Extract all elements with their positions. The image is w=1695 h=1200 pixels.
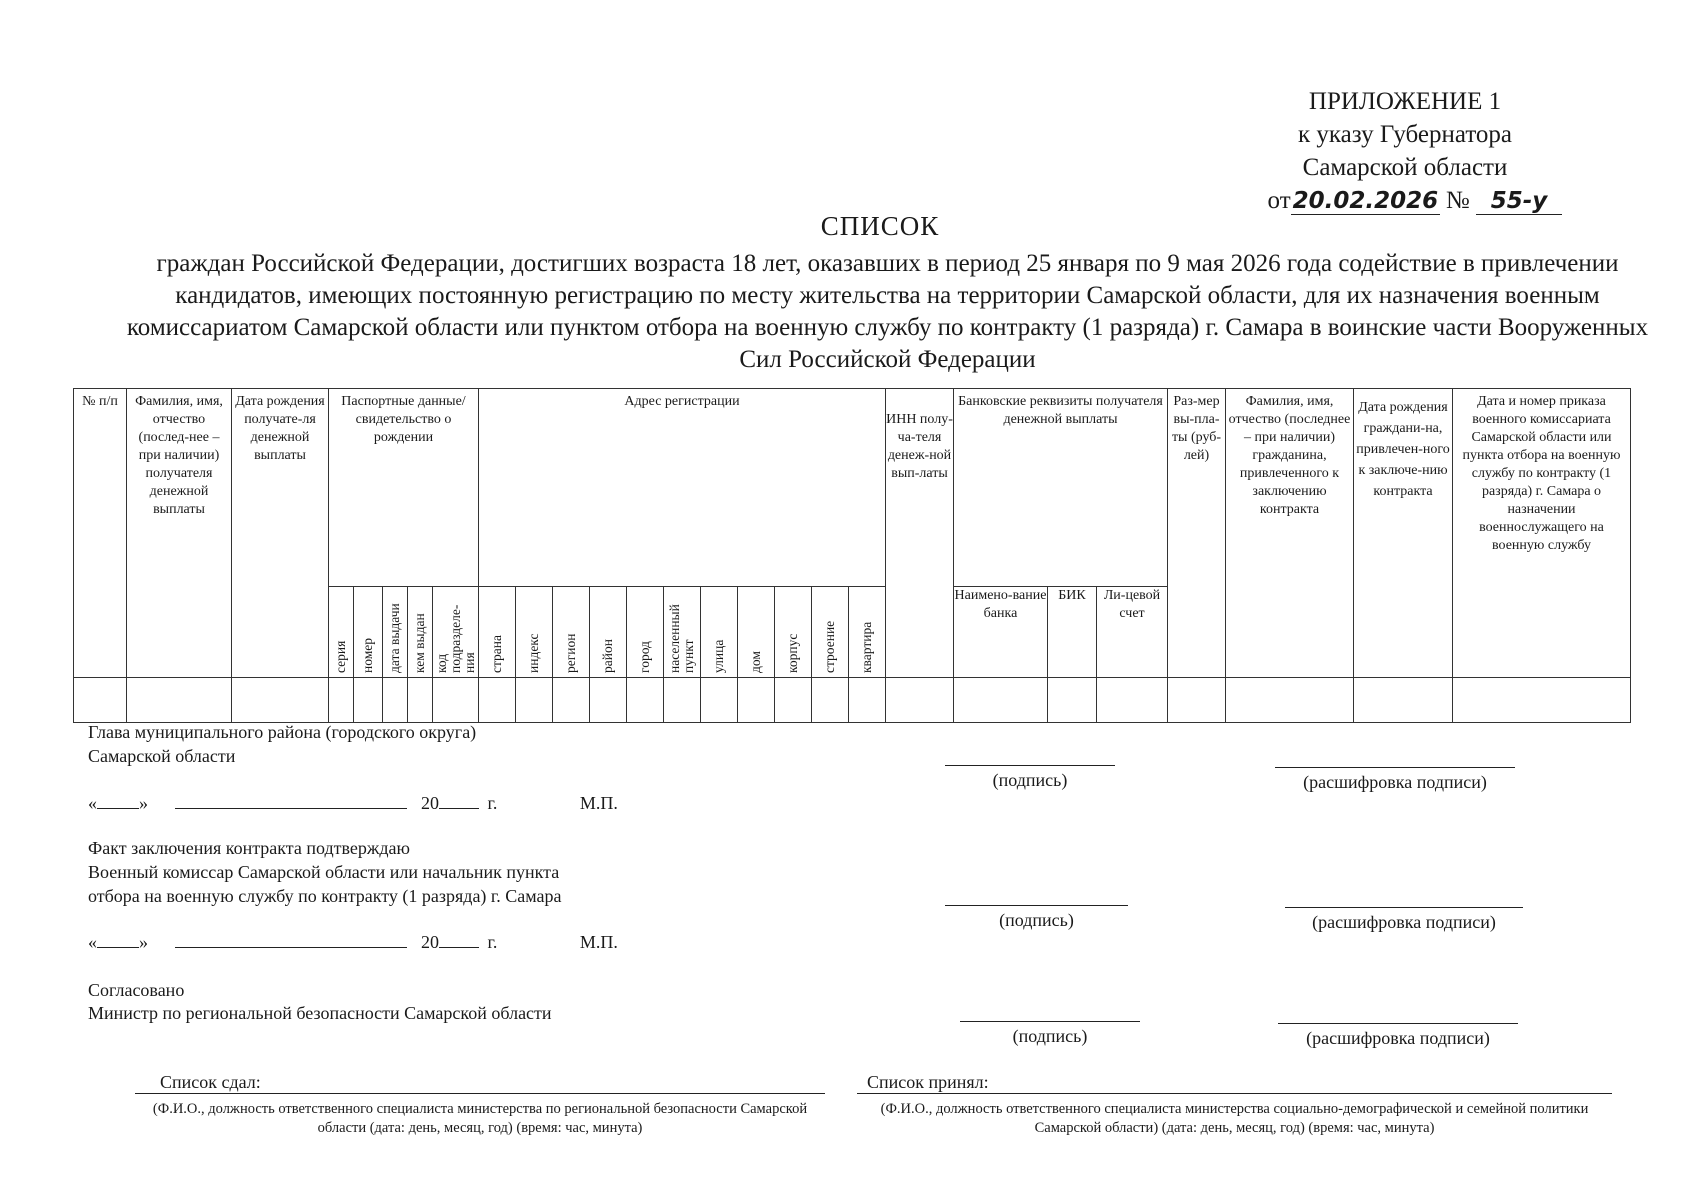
list-received-note: (Ф.И.О., должность ответственного специалиста министерства социально-демографической и семейной политики Самарской области) (дата: день, месяц, год) (время: час, минута) (880, 1101, 1589, 1136)
subheader-address-structure: строение (812, 587, 849, 678)
subheader-address-house: дом (738, 587, 775, 678)
confirm-signature-caption: (подпись) (999, 910, 1074, 930)
subheader-passport-issue-date: дата выдачи (383, 587, 408, 678)
decree-number-handwritten: 55-у (1476, 188, 1562, 215)
header-amount: Раз-мер вы-пла-ты (руб-лей) (1168, 389, 1226, 678)
header-recruit-birth: Дата рождения граждани-на, привлечен-ного к заключе-нию контракта (1354, 389, 1453, 678)
header-num: № п/п (74, 389, 127, 678)
head-signature-caption: (подпись) (992, 770, 1068, 790)
subheader-address-city: город (627, 587, 664, 678)
number-sign: № (1445, 187, 1470, 214)
confirm-line-3: отбора на военную службу по контракту (1 разряда) г. Самара (88, 886, 562, 906)
head-decode-line (1275, 766, 1515, 768)
list-given-label: Список сдал: (160, 1072, 261, 1092)
appendix-line-2: к указу Губернатора (1297, 121, 1513, 148)
subheader-address-apartment: квартира (849, 587, 886, 678)
confirm-decode-caption: (расшифровка подписи) (1312, 912, 1496, 932)
empty-data-row (74, 678, 1631, 723)
header-address: Адрес регистрации (479, 389, 886, 587)
document-subtitle: граждан Российской Федерации, достигших возраста 18 лет, оказавших в период 25 января по 9 мая 2026 года содействие в привлечении кандидатов, имеющих постоянную регистрацию по месту жительства на территории Самарской области, для их назначения военным комиссариатом Самарской области или пунктом отбора на военную службу по контракту (1 разряда) г. Самара в воинские части Вооруженных Сил Российской Федерации (126, 250, 1649, 373)
head-title-line-1: Глава муниципального района (городского округа) (88, 722, 477, 742)
subheader-passport-series: серия (329, 587, 354, 678)
head-date-row: « » 20 г. М.П. (88, 793, 618, 813)
agreed-signature-line (960, 1020, 1140, 1022)
appendix-line-3: Самарской области (1302, 154, 1508, 181)
appendix-block (1240, 85, 1570, 217)
subheader-address-district: район (590, 587, 627, 678)
subheader-address-settlement: населенный пункт (664, 587, 701, 678)
decree-date-handwritten: 20.02.2026 (1292, 188, 1439, 214)
header-passport: Паспортные данные/ свидетельство о рождении (329, 389, 479, 587)
subheader-bank-account: Ли-цевой счет (1097, 587, 1168, 678)
subheader-address-street: улица (701, 587, 738, 678)
head-title-line-2: Самарской области (88, 746, 236, 766)
confirm-line-1: Факт заключения контракта подтверждаю (88, 838, 410, 858)
register-table (73, 388, 1631, 723)
subheader-passport-issuer: кем выдан (408, 587, 433, 678)
list-given-line (135, 1092, 825, 1094)
subheader-bank-bik: БИК (1048, 587, 1097, 678)
list-received-label: Список принял: (867, 1072, 989, 1092)
list-given-note: (Ф.И.О., должность ответственного специалиста министерства по региональной безопасности Самарской области (дата: день, месяц, год) (время: час, минута) (152, 1101, 808, 1136)
appendix-title: ПРИЛОЖЕНИЕ 1 (1308, 88, 1502, 115)
agreed-signature-caption: (подпись) (1012, 1026, 1088, 1046)
subheader-passport-dept-code: код подразделе-ния (433, 587, 479, 678)
header-recruit-fio: Фамилия, имя, отчество (последнее – при наличии) гражданина, привлеченного к заключению контракта (1226, 389, 1354, 678)
head-signature-line (945, 764, 1115, 766)
agreed-line-1: Согласовано (88, 980, 185, 1000)
list-received-line (857, 1092, 1612, 1094)
subheader-passport-number: номер (354, 587, 383, 678)
subheader-address-country: страна (479, 587, 516, 678)
header-order: Дата и номер приказа военного комиссариата Самарской области или пункта отбора на военную службу по контракту (1 разряда) г. Самара о назначении военнослужащего на военную службу (1453, 389, 1631, 678)
confirm-decode-line (1285, 906, 1523, 908)
subheader-address-index: индекс (516, 587, 553, 678)
confirm-date-row: « » 20 г. М.П. (88, 932, 618, 952)
header-bank: Банковские реквизиты получателя денежной выплаты (954, 389, 1168, 587)
confirm-signature-line (945, 904, 1128, 906)
subheader-address-region: регион (553, 587, 590, 678)
document-title: СПИСОК (820, 211, 940, 241)
date-prefix: от (1267, 187, 1291, 214)
header-recipient-birth: Дата рождения получате-ля денежной выплаты (232, 389, 329, 678)
head-decode-caption: (расшифровка подписи) (1303, 772, 1487, 792)
header-inn: ИНН полу-ча-теля денеж-ной вып-латы (886, 389, 954, 678)
subheader-bank-name: Наимено-вание банка (954, 587, 1048, 678)
agreed-line-2: Министр по региональной безопасности Самарской области (88, 1003, 552, 1023)
subheader-address-building: корпус (775, 587, 812, 678)
header-recipient-fio: Фамилия, имя, отчество (послед-нее – при наличии) получателя денежной выплаты (127, 389, 232, 678)
agreed-decode-caption: (расшифровка подписи) (1306, 1028, 1490, 1048)
agreed-decode-line (1278, 1022, 1518, 1024)
confirm-line-2: Военный комиссар Самарской области или начальник пункта (88, 862, 560, 882)
